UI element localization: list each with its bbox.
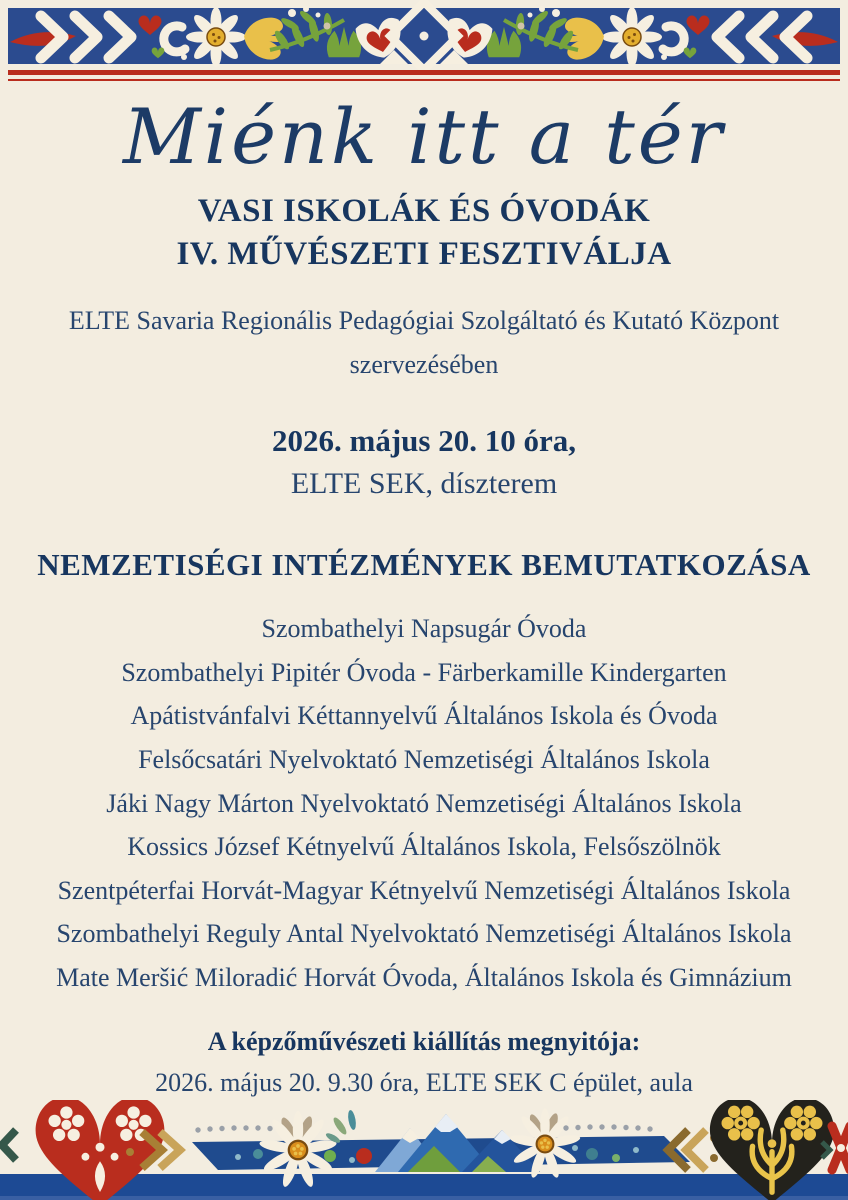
top-folk-border — [0, 0, 848, 85]
institution-item: Szombathelyi Napsugár Óvoda — [261, 614, 587, 644]
section-heading: NEMZETISÉGI INTÉZMÉNYEK BEMUTATKOZÁSA — [37, 547, 811, 583]
event-venue: ELTE SEK, díszterem — [290, 467, 558, 501]
footer-heading: A képzőművészeti kiállítás megnyitója: — [207, 1026, 641, 1056]
chevron-icon — [2, 1130, 16, 1160]
event-datetime-block — [0, 423, 848, 501]
institution-item: Jáki Nagy Márton Nyelvoktató Nemzetiségi Általános Iskola — [106, 788, 742, 818]
organizer-line-2: szervezésében — [349, 350, 499, 380]
subtitle-line-2: IV. MŰVÉSZETI FESZTIVÁLJA — [176, 235, 672, 272]
poster-content — [0, 85, 848, 1100]
dot-row — [563, 1124, 652, 1131]
poster-title: Miénk itt a tér — [122, 92, 726, 181]
institution-item: Szombathelyi Pipitér Óvoda - Färberkamille Kindergarten — [121, 657, 727, 687]
exhibition-footer — [0, 1025, 848, 1101]
organizer-line-1: ELTE Savaria Regionális Pedagógiai Szolgáltató és Kutató Központ — [68, 305, 780, 335]
institution-item: Felsőcsatári Nyelvoktató Nemzetiségi Általános Iskola — [138, 745, 710, 775]
festival-subtitle — [0, 190, 848, 274]
event-datetime: 2026. május 20. 10 óra, — [272, 423, 576, 459]
institution-item: Szombathelyi Reguly Antal Nyelvoktató Nemzetiségi Általános Iskola — [56, 919, 792, 949]
institution-item: Apátistvánfalvi Kéttannyelvű Általános Iskola és Óvoda — [130, 701, 718, 731]
leaf-sprig-icon — [325, 1110, 358, 1145]
institution-item: Szentpéterfai Horvát-Magyar Kétnyelvű Nemzetiségi Általános Iskola — [57, 875, 791, 905]
subtitle-line-1: VASI ISKOLÁK ÉS ÓVODÁK — [197, 193, 651, 230]
footer-details: 2026. május 20. 9.30 óra, ELTE SEK C épület, aula — [155, 1068, 693, 1098]
institution-item: Mate Meršić Miloradić Horvát Óvoda, Általános Iskola és Gimnázium — [56, 962, 792, 992]
organizer-text — [0, 299, 848, 387]
bottom-folk-border — [0, 1100, 848, 1200]
institution-list — [0, 615, 848, 992]
chevron-icon — [686, 1130, 706, 1170]
institution-item: Kossics József Kétnyelvű Általános Iskola, Felsőszölnök — [127, 832, 721, 862]
